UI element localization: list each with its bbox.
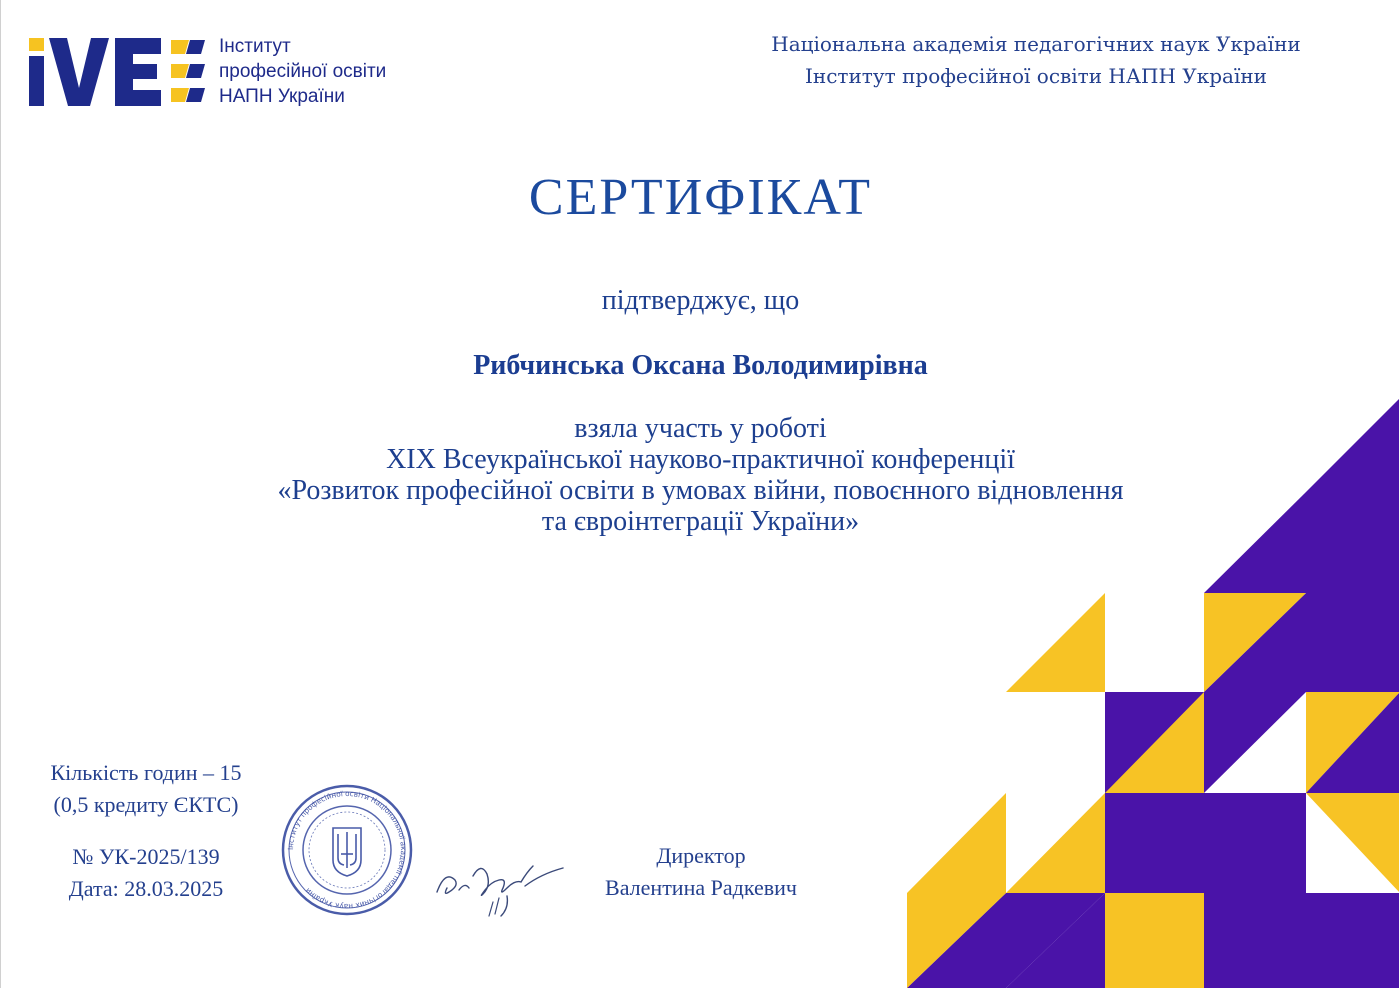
logo-line-1: Інститут xyxy=(219,36,291,57)
director-role: Директор xyxy=(656,843,746,868)
official-seal xyxy=(277,783,417,917)
hours-line: Кількість годин – 15 xyxy=(50,760,242,785)
body-line-3: «Розвиток професійної освіти в умовах війни, повоєнного відновлення xyxy=(277,475,1124,506)
deco-triangle xyxy=(1105,893,1204,988)
deco-triangle xyxy=(1204,492,1306,593)
body-line-1: взяла участь у роботі xyxy=(574,413,827,444)
decorative-triangles xyxy=(901,390,1399,988)
certificate-title: СЕРТИФІКАТ xyxy=(528,169,873,226)
deco-triangle xyxy=(1204,793,1306,893)
seal-ring-text: Інститут професійної освіти Національної академії педагогічних наук України xyxy=(285,788,409,912)
deco-triangle xyxy=(1204,692,1306,793)
deco-triangle xyxy=(1204,893,1306,988)
deco-triangle xyxy=(1306,593,1399,692)
director-name: Валентина Радкевич xyxy=(605,875,797,900)
document-date: Дата: 28.03.2025 xyxy=(68,876,224,901)
deco-triangle xyxy=(1006,793,1105,893)
deco-triangle xyxy=(1306,492,1399,593)
director-signature xyxy=(429,852,569,922)
confirms-text: підтверджує, що xyxy=(601,285,800,316)
document-number: № УК-2025/139 xyxy=(72,844,220,869)
org-line-1: Національна академія педагогічних наук України xyxy=(771,32,1301,56)
deco-triangle xyxy=(1306,398,1399,492)
body-line-4: та євроінтеграції України» xyxy=(541,506,860,537)
logo-line-2: професійної освіти xyxy=(219,61,387,82)
logo-line-3: НАПН України xyxy=(219,86,345,107)
document-info xyxy=(21,841,271,905)
hours-info xyxy=(21,757,271,821)
recipient-name: Рибчинська Оксана Володимирівна xyxy=(473,350,928,381)
director-block xyxy=(561,840,841,904)
deco-triangle xyxy=(1306,893,1399,988)
ive-logo xyxy=(27,34,397,110)
ive-logo-mark xyxy=(27,34,217,110)
credits-line: (0,5 кредиту ЄКТС) xyxy=(53,792,239,817)
logo-text xyxy=(219,34,386,109)
deco-triangle xyxy=(1105,793,1204,893)
deco-triangle xyxy=(907,793,1006,893)
deco-triangle xyxy=(1006,593,1105,692)
org-line-2: Інститут професійної освіти НАПН України xyxy=(804,64,1267,88)
body-line-2: XIX Всеукраїнської науково-практичної конференції xyxy=(386,444,1015,475)
organization-header xyxy=(711,28,1361,92)
deco-triangle xyxy=(1306,793,1399,893)
